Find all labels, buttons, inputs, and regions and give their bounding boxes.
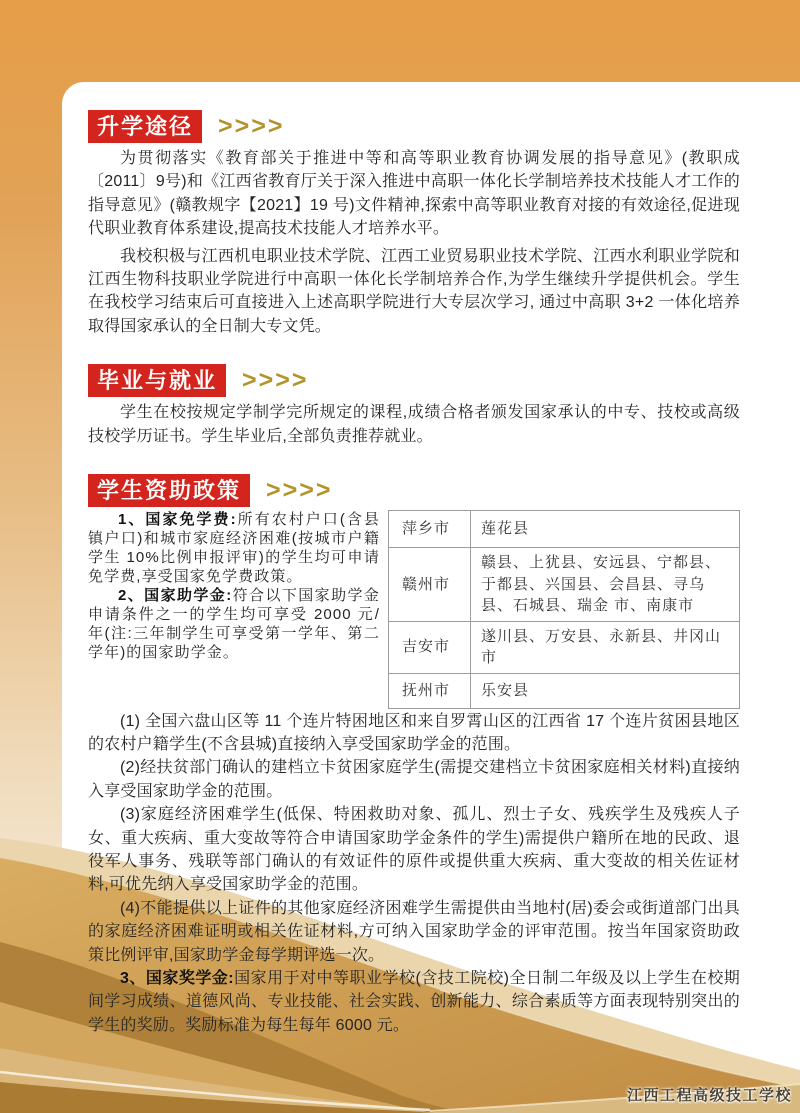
page-content	[88, 110, 740, 1037]
aid-clause-3: (3)家庭经济困难学生(低保、特困救助对象、孤儿、烈士子女、残疾学生及残疾人子女、重大疾病、重大变故等符合申请国家助学金条件的学生)需提供户籍所在地的民政、退役军人事务、残联等部门确认的有效证件的原件或提供重大疾病、重大变故的相关佐证材料,可优先纳入享受国家助学金的范围。	[88, 806, 740, 894]
section-title-badge: 升学途径	[88, 110, 202, 143]
aid-clause-4: (4)不能提供以上证件的其他家庭经济困难学生需提供由当地村(居)委会或街道部门出具的家庭经济困难证明或相关佐证材料,方可纳入国家助学金的评审范围。按当年国家资助政策比例评审,国家助学金每学期评选一次。	[88, 899, 740, 964]
promotion-paragraph-1: 为贯彻落实《教育部关于推进中等和高等职业教育协调发展的指导意见》(教职成〔2011〕9号)和《江西省教育厅关于深入推进中高职一体化长学制培养技术技能人才工作的指导意见》(赣教规字【2021】19 号)文件精神,探索中高等职业教育对接的有效途径,促进现代职业教育体系建设,提高技术技能人才培养水平。	[88, 150, 740, 238]
aid-item-3	[88, 967, 740, 1037]
employment-paragraph: 学生在校按规定学制学完所规定的课程,成绩合格者颁发国家承认的中专、技校或高级技校学历证书。学生毕业后,全部负责推荐就业。	[88, 404, 740, 445]
promotion-paragraph-2: 我校积极与江西机电职业技术学院、江西工业贸易职业技术学院、江西水利职业学院和江西生物科技职业学院进行中高职一体化长学制培养合作,为学生继续升学提供机会。学生在我校学习结束后可直接进入上述高职学院进行大专层次学习, 通过中高职 3+2 一体化培养取得国家承认的全日制大专文凭。	[88, 247, 740, 335]
table-row	[389, 548, 740, 622]
counties-cell: 遂川县、万安县、永新县、井冈山市	[471, 621, 740, 673]
table-row	[389, 673, 740, 708]
counties-cell: 莲花县	[471, 511, 740, 548]
table-row	[389, 621, 740, 673]
section-header-employment	[88, 364, 740, 397]
aid-two-column-block	[88, 510, 740, 709]
aid-clauses	[88, 710, 740, 1038]
chevron-arrows-icon: >>>>	[218, 112, 285, 140]
section-header-aid	[88, 474, 740, 507]
section-title-badge: 毕业与就业	[88, 364, 226, 397]
section-header-promotion	[88, 110, 740, 143]
chevron-arrows-icon: >>>>	[242, 366, 309, 395]
city-cell: 吉安市	[389, 621, 471, 673]
aid-item-1	[88, 510, 380, 586]
city-cell: 抚州市	[389, 673, 471, 708]
school-name-footer: 江西工程高级技工学校	[626, 1087, 792, 1104]
counties-cell: 乐安县	[471, 673, 740, 708]
aid-item-1-text: 所有农村户口(含县镇户口)和城市家庭经济困难(按城市户籍学生 10%比例申报评审)的学生均可申请免学费,享受国家免学费政策。	[88, 511, 380, 586]
aid-item-3-text: 国家用于对中等职业学校(含技工院校)全日制二年级及以上学生在校期间学习成绩、道德风尚、专业技能、社会实践、创新能力、综合素质等方面表现特别突出的学生的奖励。奖励标准为每生每年 6000 元。	[88, 970, 741, 1034]
county-table-column	[380, 510, 740, 709]
section-title-badge: 学生资助政策	[88, 474, 250, 507]
aid-item-2-text: 符合以下国家助学金申请条件之一的学生均可享受 2000 元/年(注:三年制学生可享受第一学年、第二学年)的国家助学金。	[88, 587, 380, 662]
city-cell: 赣州市	[389, 548, 471, 622]
aid-clause-1: (1) 全国六盘山区等 11 个连片特困地区和来自罗霄山区的江西省 17 个连片贫困县地区的农村户籍学生(不含县城)直接纳入享受国家助学金的范围。	[88, 712, 740, 753]
aid-item-2	[88, 586, 380, 662]
chevron-arrows-icon: >>>>	[266, 476, 333, 505]
aid-item-1-label: 1、国家免学费:	[118, 511, 237, 529]
aid-items-column	[88, 510, 380, 662]
aid-item-3-label: 3、国家奖学金:	[120, 970, 234, 988]
aid-item-2-label: 2、国家助学金:	[118, 587, 233, 605]
counties-cell: 赣县、上犹县、安远县、宁都县、于都县、兴国县、会昌县、寻乌县、石城县、瑞金 市、南康市	[471, 548, 740, 622]
aid-clause-2: (2)经扶贫部门确认的建档立卡贫困家庭学生(需提交建档立卡贫困家庭相关材料)直接纳入享受国家助学金的范围。	[88, 759, 740, 800]
table-row	[389, 511, 740, 548]
poverty-county-table	[388, 510, 740, 709]
city-cell: 萍乡市	[389, 511, 471, 548]
